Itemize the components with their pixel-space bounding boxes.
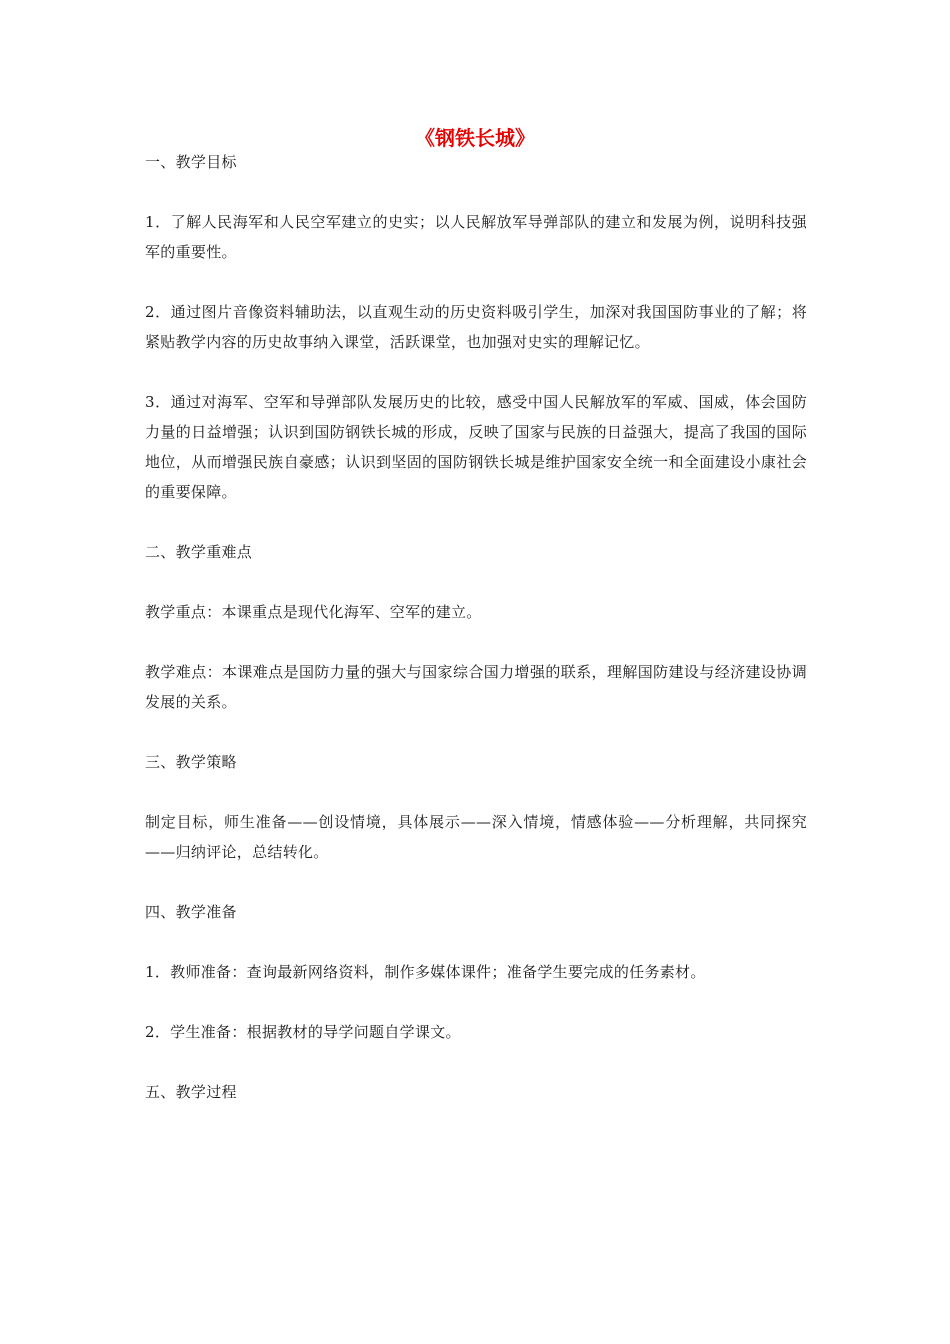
document-title: 《钢铁长城》 — [415, 126, 535, 150]
goal-item-1: 1．了解人民海军和人民空军建立的史实；以人民解放军导弹部队的建立和发展为例，说明科技强军的重要性。 — [145, 213, 807, 261]
key-point-text: 教学重点：本课重点是现代化海军、空军的建立。 — [145, 603, 482, 621]
section-heading-strategy: 三、教学策略 — [145, 753, 237, 771]
strategy-text: 制定目标，师生准备——创设情境，具体展示——深入情境，情感体验——分析理解，共同探究——归纳评论，总结转化。 — [145, 813, 807, 861]
goal-item-3: 3．通过对海军、空军和导弹部队发展历史的比较，感受中国人民解放军的军威、国威，体会国防力量的日益增强；认识到国防钢铁长城的形成，反映了国家与民族的日益强大，提高了我国的国际地位，从而增强民族自豪感；认识到坚固的国防钢铁长城是维护国家安全统一和全面建设小康社会的重要保障。 — [145, 393, 807, 501]
section-heading-preparation: 四、教学准备 — [145, 903, 237, 921]
document-body — [145, 147, 807, 1107]
prep-item-2: 2．学生准备：根据教材的导学问题自学课文。 — [145, 1023, 461, 1041]
goal-item-2: 2．通过图片音像资料辅助法，以直观生动的历史资料吸引学生，加深对我国国防事业的了解；将紧贴教学内容的历史故事纳入课堂，活跃课堂，也加强对史实的理解记忆。 — [145, 303, 807, 351]
section-heading-process: 五、教学过程 — [145, 1083, 237, 1101]
prep-item-1: 1．教师准备：查询最新网络资料，制作多媒体课件；准备学生要完成的任务素材。 — [145, 963, 706, 981]
difficult-point-text: 教学难点：本课难点是国防力量的强大与国家综合国力增强的联系，理解国防建设与经济建设协调发展的关系。 — [145, 663, 807, 711]
section-heading-key-points: 二、教学重难点 — [145, 543, 253, 561]
section-heading-goals: 一、教学目标 — [145, 153, 237, 171]
